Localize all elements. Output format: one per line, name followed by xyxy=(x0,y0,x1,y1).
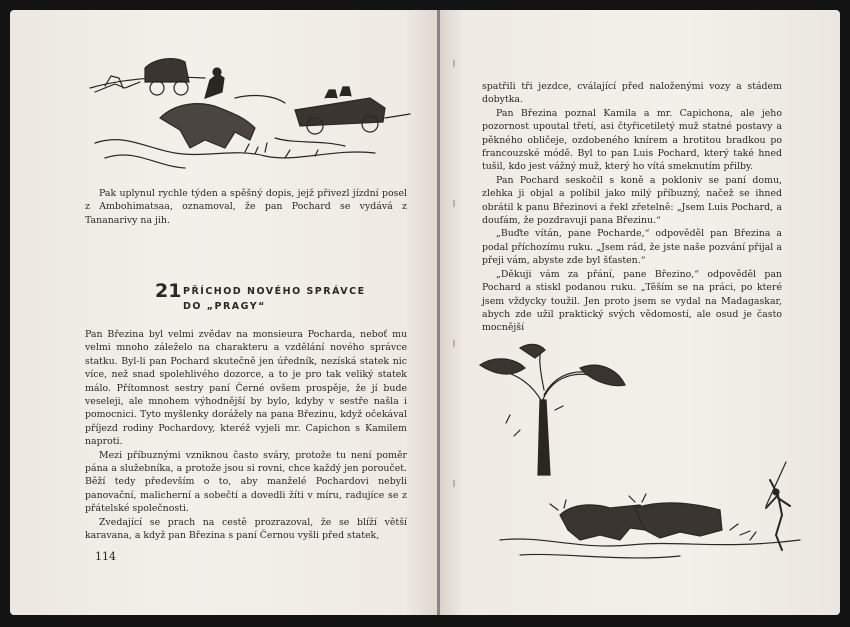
page-number: 114 xyxy=(95,550,116,563)
body-paragraph: „Děkuji vám za přání, pane Březino,“ odpověděl pan Pochard a stiskl podanou ruku. „Těším se na práci, po které jsem vždycky toužil. Jen proto jsem se vydal na Madagaskar, abych zde užil praktický svých vědomostí, ale osud je často mocnější xyxy=(482,268,782,334)
left-page xyxy=(10,10,438,615)
continuation-text xyxy=(482,80,782,335)
chapter-title-line2: DO „PRAGY“ xyxy=(183,301,266,312)
chapter-title-line1: PŘÍCHOD NOVÉHO SPRÁVCE xyxy=(183,286,366,297)
body-paragraph: Zvedající se prach na cestě prozrazoval, že se blíží větší karavana, a když pan Březina s paní Černou vyšli před statek, xyxy=(85,516,407,542)
intro-paragraph: Pak uplynul rychle týden a spěšný dopis, jejž přivezl jízdní posel z Ambohimatsaa, oznamoval, že pan Pochard se vydává z Tananarivy na jih. xyxy=(85,188,407,226)
body-paragraph: Pan Pochard seskočil s koně a pokloniv se paní domu, zlehka ji objal a políbil jako milý příbuzný, načež se ihned obrátil k panu Březinovi a řekl zřetelně: „Jsem Luis Pochard, a doufám, že pozdravuji pana Březinu.“ xyxy=(482,174,782,227)
body-paragraph: „Buďte vítán, pane Pocharde,“ odpověděl pan Březina a podal příchozímu ruku. „Jsem rád, že jste naše pozvání přijal a přeji vám, abyste zde byl šťasten.“ xyxy=(482,228,782,267)
chapter-body xyxy=(85,328,407,543)
binding-stitch xyxy=(453,480,455,487)
binding-stitch xyxy=(453,340,455,347)
body-paragraph: Pan Březina poznal Kamila a mr. Capichona, ale jeho pozornost upoutal třetí, asi čtyřicetiletý muž statné postavy a pěkného obličeje, ozdobeného knírem a hrotitou bradkou po francouzské módě. Byl to pan Luis Pochard, který také hned tušil, kdo jest vážný muž, který ho vítá smeknutím přilby. xyxy=(482,107,782,173)
chapter-number: 21 xyxy=(155,280,182,302)
binding-stitch xyxy=(453,60,455,67)
right-page xyxy=(440,10,840,615)
caravan-illustration xyxy=(85,48,415,173)
body-paragraph: spatřili tři jezdce, cválající před naloženými vozy a stádem dobytka. xyxy=(482,81,782,106)
binding-stitch xyxy=(453,200,455,207)
body-paragraph: Mezi příbuznými vzniknou často sváry, protože tu není poměr pána a služebníka, a protože jsou si rovni, chce každý jen poroučet. Běží tedy především o to, aby manželé Pochardovi nebyli panovační, malicherní a sobečtí a dovedli žíti v míru, radujíce se z přátelské společnosti. xyxy=(85,449,407,515)
baobab-oxen-illustration xyxy=(460,340,810,570)
body-paragraph: Pan Březina byl velmi zvědav na monsieura Pocharda, neboť mu velmi mnoho záleželo na charakteru a vzdělání nového správce statku. Byl-li pan Pochard skutečně jen úředník, nezíská statek nic více, než snad spolehlivého dozorce, a to je pro tak veliký statek málo. Přítomnost sestry paní Černé ovšem prospěje, že jí bude veseleji, ale mnohem výhodnější by bylo, kdyby v sestře našla i pomocnici. Tyto myšlenky dorážely na pana Březinu, když očekával příjezd rodiny Pochardovy, kteréž vyjeli mr. Capichon s Kamilem naproti. xyxy=(85,329,407,448)
